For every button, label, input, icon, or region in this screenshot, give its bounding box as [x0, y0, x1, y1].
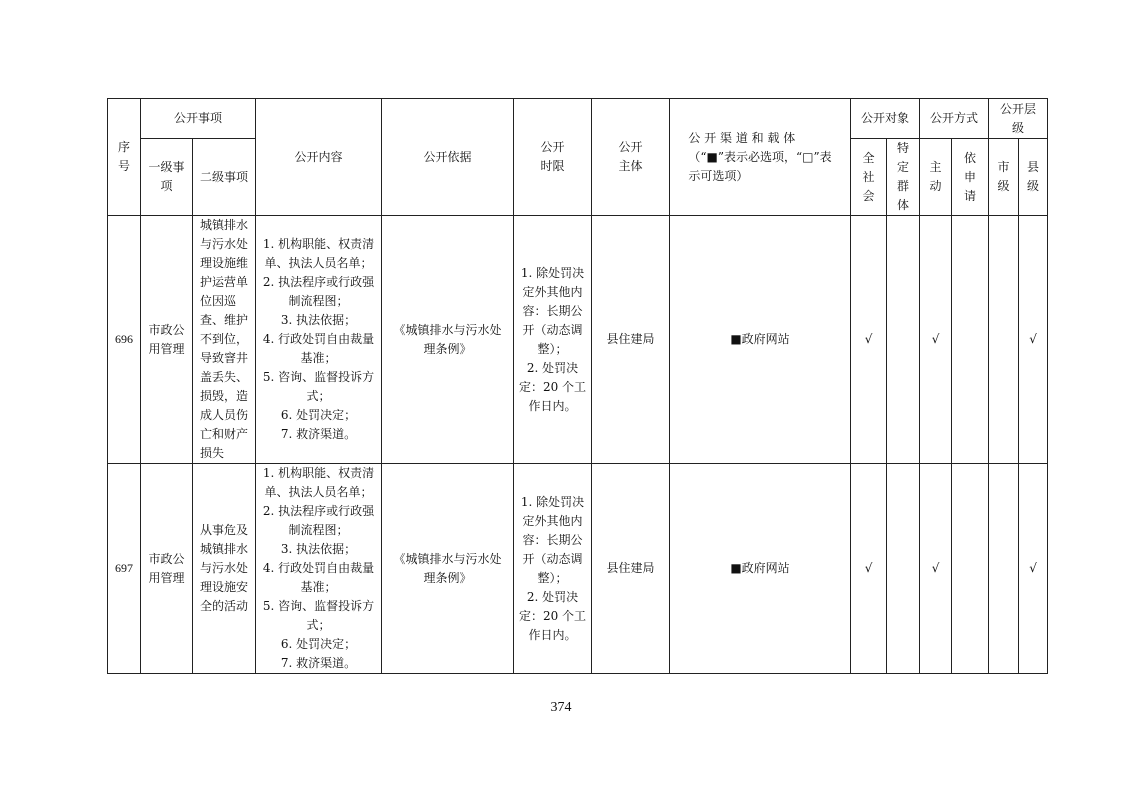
- text-line: 动: [929, 179, 942, 193]
- text-line: 制流程图；: [288, 294, 349, 308]
- text-line: 3. 执法依据；: [280, 313, 357, 327]
- text-line: 3. 执法依据；: [280, 542, 357, 556]
- text-line: 6. 处罚决定；: [280, 637, 357, 651]
- text-line: 定：20 个工: [518, 608, 587, 623]
- header-object: 公开对象: [851, 99, 920, 139]
- text-line: 项: [160, 179, 173, 193]
- text-line: 整）；: [537, 570, 568, 585]
- row-object-specific: [887, 464, 920, 674]
- header-row-1: [108, 99, 1048, 139]
- header-channel: [670, 99, 851, 216]
- text-line: 2. 执法程序或行政强: [262, 504, 375, 518]
- header-level-city: [989, 139, 1019, 216]
- text-line: 1. 除处罚决: [520, 494, 585, 509]
- row-level2: [193, 464, 256, 674]
- text-line: 城镇排水: [200, 542, 249, 556]
- text-line: 公开层: [1000, 101, 1037, 116]
- text-line: 《城镇排水与污水处: [393, 551, 502, 566]
- text-line: 序: [117, 140, 130, 154]
- text-line: 盖丢失、: [200, 370, 249, 384]
- text-line: 4. 行政处罚自由裁量: [262, 332, 375, 346]
- text-line: 市政公: [148, 551, 185, 566]
- text-line: 导致窨井: [200, 351, 249, 365]
- text-line: 会: [862, 188, 875, 203]
- text-line: 4. 行政处罚自由裁量: [262, 561, 375, 575]
- text-line: 基准；: [300, 351, 337, 365]
- text-line: 主体: [618, 159, 643, 173]
- text-line: 全: [862, 150, 875, 165]
- text-line: 成人员伤: [200, 408, 249, 422]
- text-line: 损失: [200, 446, 225, 460]
- text-line: 一级事: [148, 160, 185, 174]
- page-number: 374: [550, 700, 572, 715]
- text-line: 不到位，: [200, 332, 249, 346]
- text-line: 定：20 个工: [518, 379, 587, 394]
- header-method-request: [952, 139, 989, 216]
- text-line: 亡和财产: [200, 427, 249, 441]
- row-basis: [382, 216, 514, 464]
- text-line: 城镇排水: [200, 218, 249, 232]
- text-line: 开（动态调: [522, 322, 583, 337]
- row-object-all: √: [851, 464, 887, 674]
- text-line: 体: [897, 198, 910, 212]
- table-row: [108, 216, 1048, 464]
- text-line: 与污水处: [200, 237, 249, 251]
- text-line: 单、执法人员名单；: [264, 256, 373, 270]
- row-level-city: [989, 464, 1019, 674]
- header-subject: [592, 99, 670, 216]
- row-content: [256, 216, 382, 464]
- text-line: 用管理: [148, 570, 185, 585]
- text-line: 护运营单: [200, 275, 249, 289]
- row-level2: [193, 216, 256, 464]
- text-line: 整）；: [537, 341, 568, 356]
- text-line: 级: [1012, 120, 1025, 135]
- header-object-specific: [887, 139, 920, 216]
- text-line: 群: [897, 179, 910, 193]
- text-line: 依: [964, 150, 977, 165]
- row-seq: 696: [108, 216, 141, 464]
- row-channel: ■政府网站: [670, 216, 851, 464]
- table-row: [108, 464, 1048, 674]
- row-level-county: √: [1019, 216, 1048, 464]
- text-line: 开（动态调: [522, 551, 583, 566]
- text-line: 社: [862, 169, 875, 184]
- row-object-specific: [887, 216, 920, 464]
- text-line: 容：长期公: [522, 303, 583, 318]
- header-content: 公开内容: [256, 99, 382, 216]
- text-line: 1. 除处罚决: [520, 265, 585, 280]
- text-line: 从事危及: [200, 523, 249, 537]
- text-line: 理条例》: [423, 570, 472, 585]
- text-line: 县: [1027, 160, 1040, 174]
- row-time-limit: [514, 216, 592, 464]
- text-line: 号: [117, 159, 130, 173]
- text-line: 作日内。: [528, 627, 577, 642]
- text-line: 定外其他内: [522, 513, 583, 528]
- text-line: 市政公: [148, 322, 185, 337]
- header-level2: 二级事项: [193, 139, 256, 216]
- row-level1: [141, 216, 193, 464]
- header-seq: [108, 99, 141, 216]
- text-line: 制流程图；: [288, 523, 349, 537]
- text-line: 基准；: [300, 580, 337, 594]
- text-line: 理条例》: [423, 341, 472, 356]
- disclosure-table: [107, 98, 1048, 674]
- text-line: 时限: [540, 159, 565, 173]
- row-method-active: √: [920, 216, 952, 464]
- text-line: 与污水处: [200, 561, 249, 575]
- header-object-all: [851, 139, 887, 216]
- row-level1: [141, 464, 193, 674]
- row-method-request: [952, 216, 989, 464]
- text-line: 定: [897, 160, 910, 174]
- row-object-all: √: [851, 216, 887, 464]
- text-line: 2. 处罚决: [526, 360, 579, 375]
- header-level1: [141, 139, 193, 216]
- text-line: 公开: [618, 140, 643, 154]
- text-line: 7. 救济渠道。: [280, 427, 357, 441]
- header-level: [989, 99, 1048, 139]
- text-line: 2. 执法程序或行政强: [262, 275, 375, 289]
- text-line: 《城镇排水与污水处: [393, 322, 502, 337]
- text-line: 级: [997, 179, 1010, 193]
- text-line: 定外其他内: [522, 284, 583, 299]
- text-line: 级: [1027, 179, 1040, 193]
- text-line: 式；: [306, 618, 331, 632]
- text-line: 单、执法人员名单；: [264, 485, 373, 499]
- text-line: 理设施安: [200, 580, 249, 594]
- text-line: 5. 咨询、监督投诉方: [262, 370, 375, 384]
- row-subject: 县住建局: [592, 216, 670, 464]
- row-content: [256, 464, 382, 674]
- text-line: 6. 处罚决定；: [280, 408, 357, 422]
- text-line: 特: [897, 141, 910, 155]
- text-line: 理设施维: [200, 256, 249, 270]
- text-line: 申: [964, 169, 977, 184]
- row-method-active: √: [920, 464, 952, 674]
- text-line: 全的活动: [200, 599, 249, 613]
- text-line: 7. 救济渠道。: [280, 656, 357, 670]
- text-line: 1. 机构职能、权责清: [262, 237, 375, 251]
- text-line: 查、维护: [200, 313, 249, 327]
- text-line: 用管理: [148, 341, 185, 356]
- text-line: 作日内。: [528, 398, 577, 413]
- header-method: 公开方式: [920, 99, 989, 139]
- text-line: 5. 咨询、监督投诉方: [262, 599, 375, 613]
- row-time-limit: [514, 464, 592, 674]
- row-seq: 697: [108, 464, 141, 674]
- text-line: （“■”表示必选项，“□”表: [688, 149, 832, 164]
- header-level-county: [1019, 139, 1048, 216]
- text-line: 主: [929, 160, 942, 174]
- text-line: 1. 机构职能、权责清: [262, 466, 375, 480]
- text-line: 容：长期公: [522, 532, 583, 547]
- text-line: 位因巡: [200, 294, 237, 308]
- row-channel: ■政府网站: [670, 464, 851, 674]
- header-time-limit: [514, 99, 592, 216]
- text-line: 式；: [306, 389, 331, 403]
- text-line: 公开: [540, 140, 565, 154]
- row-method-request: [952, 464, 989, 674]
- header-method-active: [920, 139, 952, 216]
- text-line: 市: [997, 160, 1010, 174]
- row-level-city: [989, 216, 1019, 464]
- row-basis: [382, 464, 514, 674]
- text-line: 示可选项）: [688, 168, 749, 183]
- header-basis: 公开依据: [382, 99, 514, 216]
- row-level-county: √: [1019, 464, 1048, 674]
- text-line: 损毁，造: [200, 389, 249, 403]
- row-subject: 县住建局: [592, 464, 670, 674]
- text-line: 2. 处罚决: [526, 589, 579, 604]
- header-public-items: 公开事项: [141, 99, 256, 139]
- text-line: 请: [964, 188, 977, 203]
- text-line: 公 开 渠 道 和 载 体: [688, 130, 796, 145]
